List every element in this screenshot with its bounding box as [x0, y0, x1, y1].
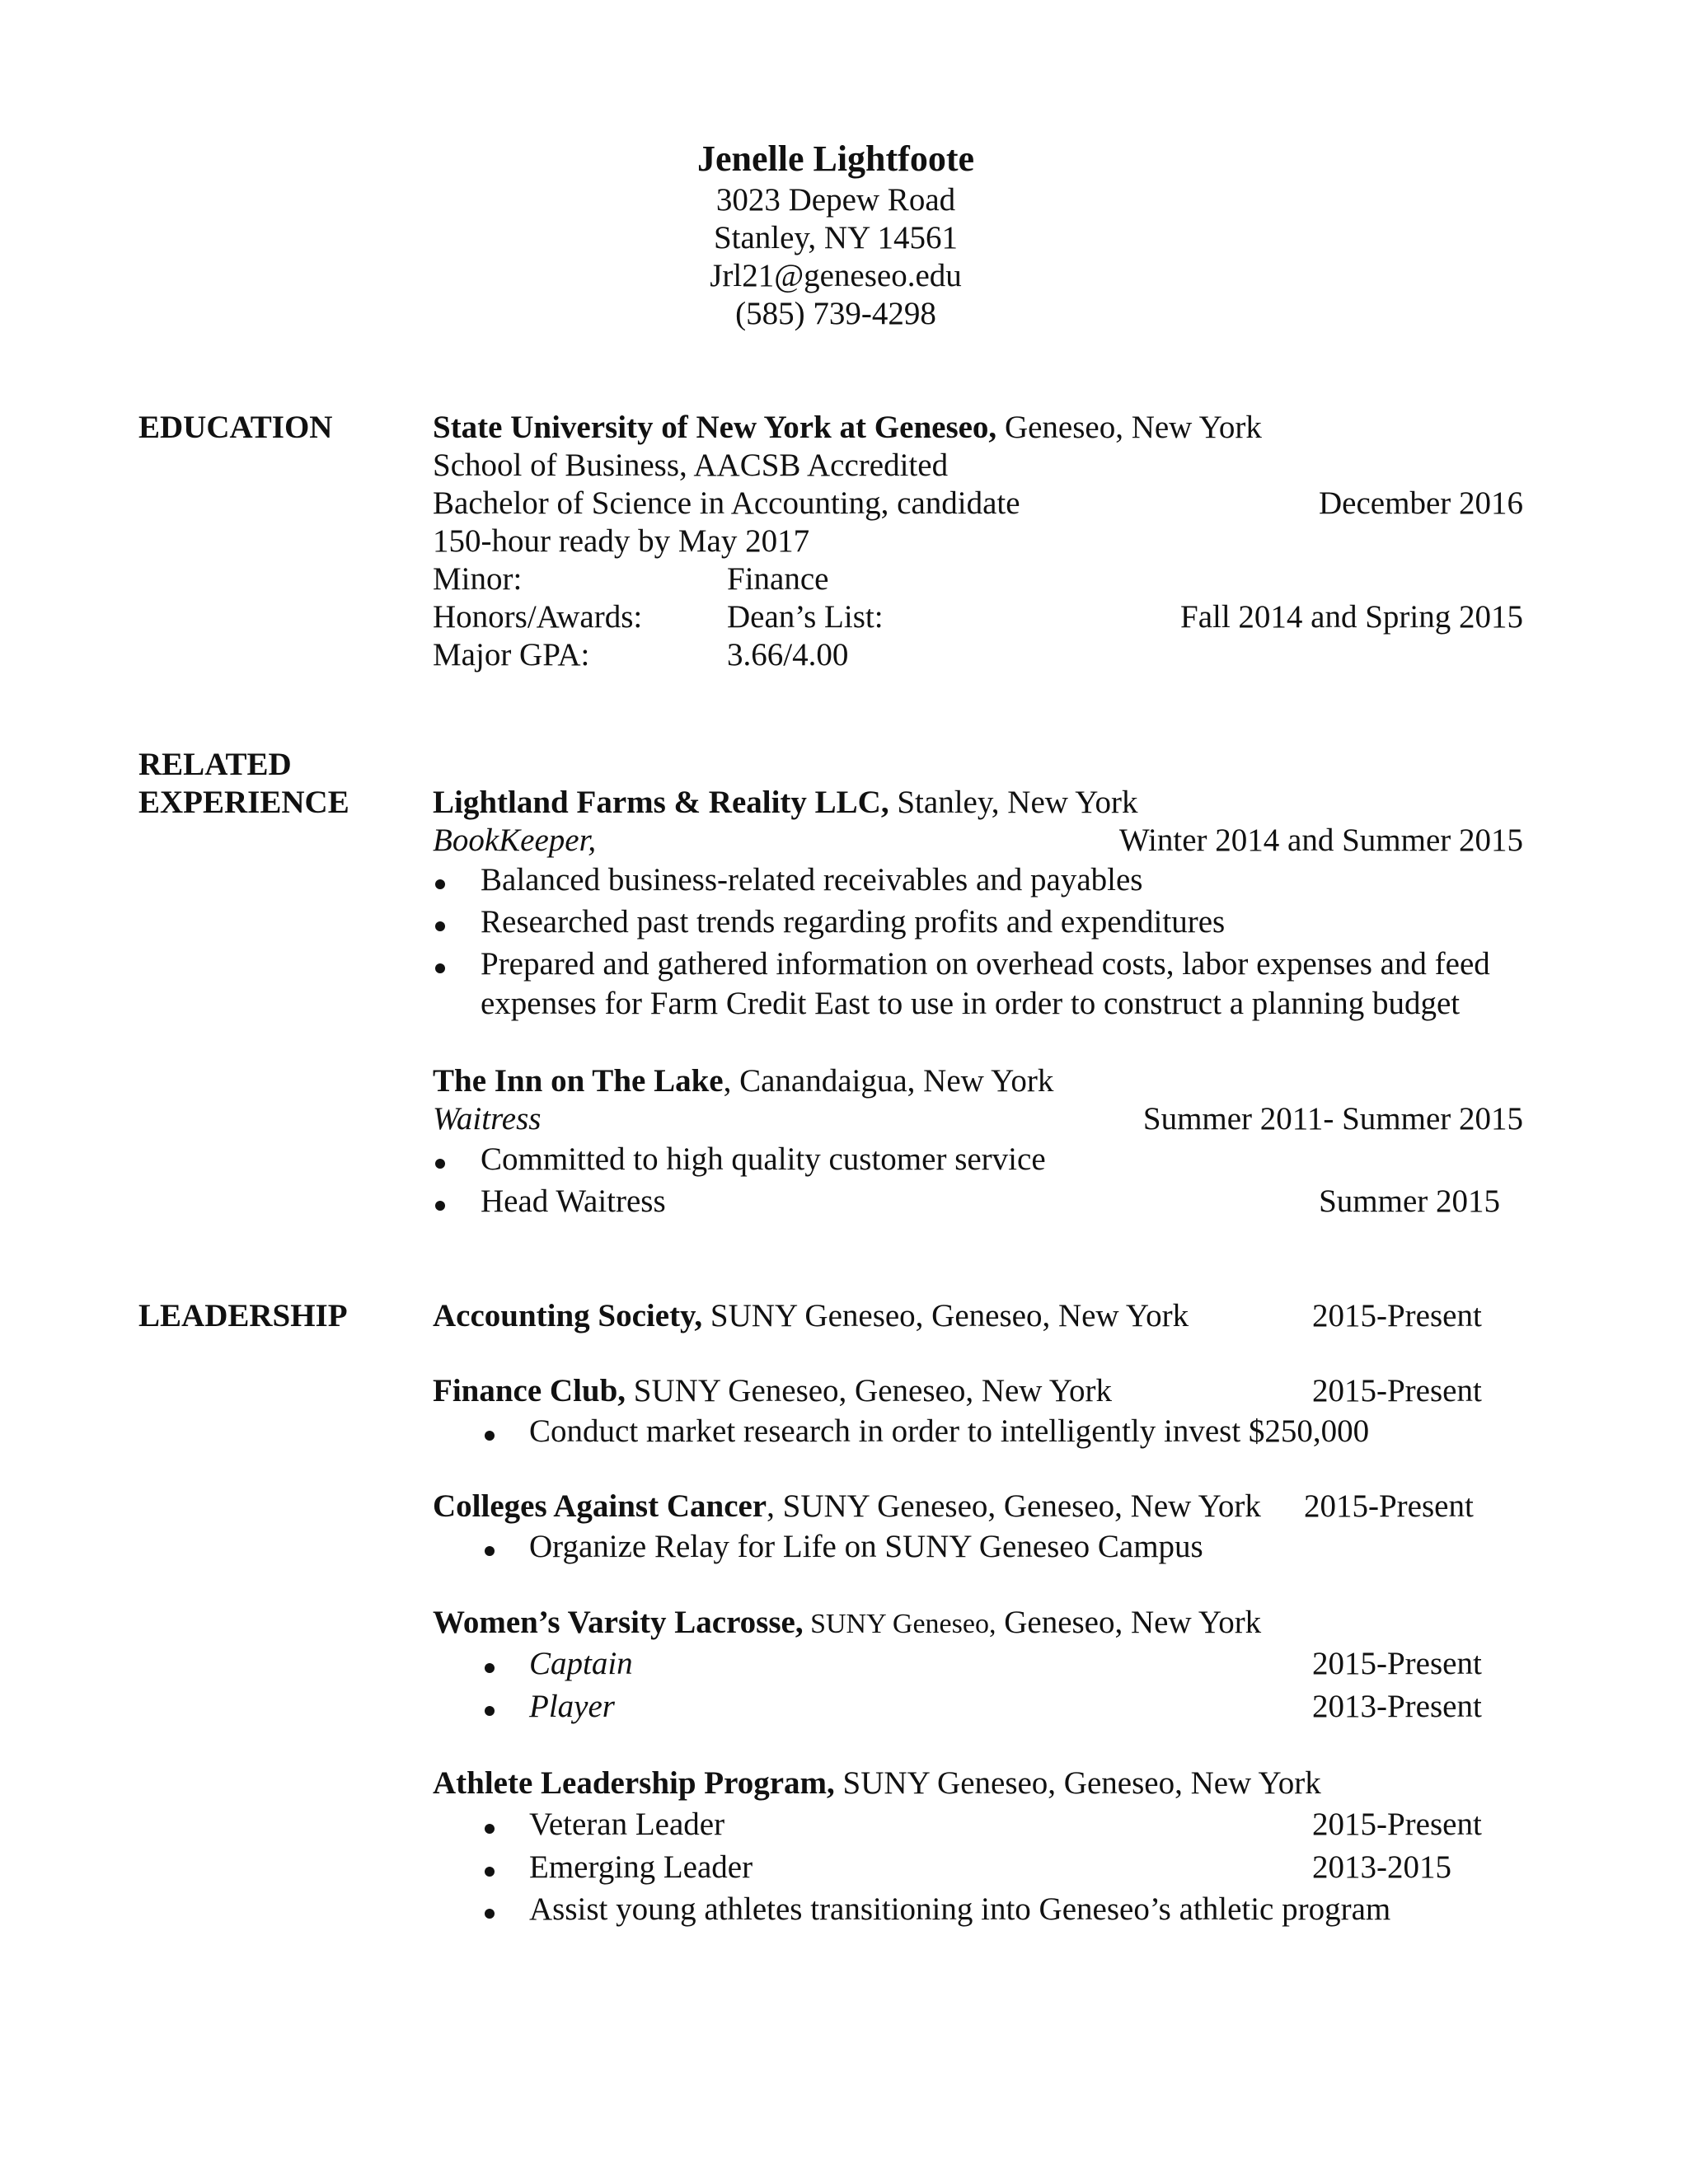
- job2-dates: Summer 2011- Summer 2015: [1142, 1101, 1523, 1137]
- job2-bullet-2: Head Waitress: [481, 1183, 666, 1219]
- job2-bullet-1: Committed to high quality customer service: [481, 1141, 1046, 1177]
- org2-line: [433, 1372, 1112, 1409]
- ready-note: 150-hour ready by May 2017: [433, 523, 810, 559]
- bullet-icon: [485, 1663, 495, 1673]
- honors-date: Fall 2014 and Spring 2015: [1180, 599, 1523, 635]
- bullet-icon: [435, 1201, 445, 1211]
- org4-location-small: SUNY Geneseo,: [803, 1609, 996, 1639]
- org5-item-1-dates: 2015-Present: [1312, 1807, 1482, 1842]
- section-heading-experience-line1: RELATED: [138, 747, 292, 782]
- job1-bullet-2: Researched past trends regarding profits and expenditures: [481, 904, 1226, 940]
- bullet-icon: [435, 921, 445, 931]
- org1-name: Accounting Society,: [433, 1298, 703, 1333]
- org5-item-3: Assist young athletes transitioning into Geneseo’s athletic program: [529, 1891, 1391, 1927]
- education-school-line: [433, 409, 1262, 446]
- job2-employer-line: [433, 1062, 1053, 1099]
- job1-bullet-3: Prepared and gathered information on overhead costs, labor expenses and feed: [481, 946, 1490, 982]
- section-heading-leadership: LEADERSHIP: [138, 1298, 348, 1333]
- honors-value: Dean’s List:: [727, 599, 884, 635]
- resume-name: Jenelle Lightfoote: [696, 138, 975, 179]
- job1-title: BookKeeper,: [433, 823, 597, 858]
- org2-bullet: Conduct market research in order to intelligently invest $250,000: [529, 1413, 1370, 1449]
- section-heading-experience-line2: EXPERIENCE: [138, 785, 349, 820]
- org5-name: Athlete Leadership Program,: [433, 1765, 835, 1801]
- school-location: Geneseo, New York: [996, 410, 1262, 445]
- honors-label: Honors/Awards:: [433, 599, 643, 635]
- school-name: State University of New York at Geneseo,: [433, 410, 997, 445]
- org2-dates: 2015-Present: [1312, 1373, 1482, 1408]
- minor-label: Minor:: [433, 561, 523, 597]
- org1-location: SUNY Geneseo, Geneseo, New York: [702, 1298, 1189, 1333]
- job1-bullet-3-cont: expenses for Farm Credit East to use in order to construct a planning budget: [481, 986, 1461, 1021]
- section-heading-education: EDUCATION: [138, 410, 333, 445]
- gpa-label: Major GPA:: [433, 637, 590, 673]
- org4-location: Geneseo, New York: [996, 1605, 1262, 1640]
- org5-location: SUNY Geneseo, Geneseo, New York: [834, 1765, 1321, 1801]
- gpa-value: 3.66/4.00: [727, 637, 849, 673]
- org2-name: Finance Club,: [433, 1373, 626, 1408]
- school-note: School of Business, AACSB Accredited: [433, 448, 949, 483]
- org4-line: [433, 1604, 1261, 1643]
- phone: (585) 739-4298: [735, 296, 936, 331]
- bullet-icon: [485, 1824, 495, 1834]
- bullet-icon: [435, 963, 445, 973]
- job2-bullet-2-date: Summer 2015: [1319, 1183, 1500, 1219]
- bullet-icon: [485, 1706, 495, 1716]
- org2-location: SUNY Geneseo, Geneseo, New York: [626, 1373, 1113, 1408]
- org3-name: Colleges Against Cancer: [433, 1488, 767, 1524]
- bullet-icon: [485, 1431, 495, 1441]
- org4-role-1: Captain: [529, 1646, 633, 1681]
- org4-role-2-dates: 2013-Present: [1312, 1689, 1482, 1724]
- address-line-1: 3023 Depew Road: [715, 182, 956, 218]
- org5-item-2-dates: 2013-2015: [1312, 1849, 1451, 1885]
- job2-location: , Canandaigua, New York: [723, 1063, 1054, 1099]
- org3-location: , SUNY Geneseo, Geneseo, New York: [767, 1488, 1261, 1524]
- bullet-icon: [485, 1546, 495, 1556]
- job2-title: Waitress: [433, 1101, 542, 1137]
- org5-item-2: Emerging Leader: [529, 1849, 753, 1885]
- org5-line: [433, 1765, 1321, 1802]
- email: Jrl21@geneseo.edu: [710, 258, 962, 293]
- bullet-icon: [485, 1867, 495, 1877]
- job1-employer: Lightland Farms & Reality LLC,: [433, 785, 889, 820]
- org4-role-2: Player: [529, 1689, 615, 1724]
- degree: Bachelor of Science in Accounting, candidate: [433, 485, 1020, 521]
- address-line-2: Stanley, NY 14561: [713, 220, 959, 255]
- minor-value: Finance: [727, 561, 829, 597]
- org4-name: Women’s Varsity Lacrosse,: [433, 1605, 804, 1640]
- org3-dates: 2015-Present: [1304, 1488, 1474, 1524]
- org4-role-1-dates: 2015-Present: [1312, 1646, 1482, 1681]
- bullet-icon: [485, 1909, 495, 1919]
- org3-line: [433, 1488, 1261, 1525]
- job2-employer: The Inn on The Lake: [433, 1063, 724, 1099]
- job1-dates: Winter 2014 and Summer 2015: [1118, 823, 1523, 858]
- job1-location: Stanley, New York: [889, 785, 1138, 820]
- org1-dates: 2015-Present: [1312, 1298, 1482, 1333]
- bullet-icon: [435, 1159, 445, 1169]
- degree-date: December 2016: [1319, 485, 1523, 521]
- org1-line: [433, 1297, 1189, 1334]
- org3-bullet: Organize Relay for Life on SUNY Geneseo Campus: [529, 1529, 1203, 1564]
- job1-bullet-1: Balanced business-related receivables and payables: [481, 862, 1143, 898]
- org5-item-1: Veteran Leader: [529, 1807, 725, 1842]
- job1-employer-line: [433, 784, 1138, 821]
- bullet-icon: [435, 879, 445, 889]
